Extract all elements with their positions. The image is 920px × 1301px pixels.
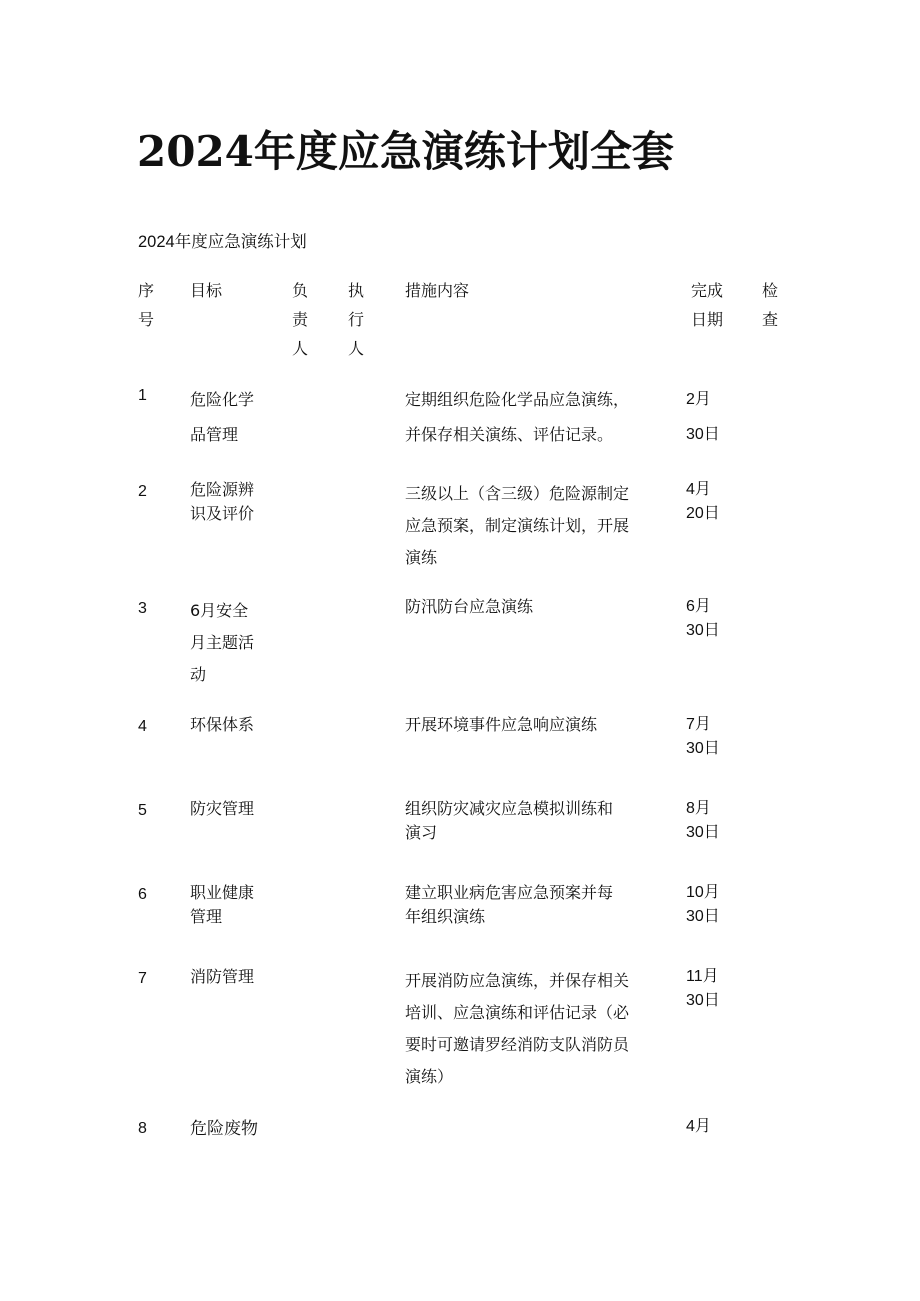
row-3-date: 6月 30日 bbox=[686, 598, 720, 639]
row-8-no: 8 bbox=[138, 1120, 147, 1137]
row-4-measures: 开展环境事件应急响应演练 bbox=[405, 715, 598, 734]
row-4-date: 7月 30日 bbox=[686, 716, 720, 757]
row-2-measures: 三级以上（含三级）危险源制定 应急预案，制定演练计划，开展 演练 bbox=[405, 484, 630, 567]
header-measures: 措施内容 bbox=[405, 281, 470, 300]
header-target: 目标 bbox=[190, 281, 223, 300]
row-3-no: 3 bbox=[138, 600, 147, 617]
row-4-no: 4 bbox=[138, 718, 147, 735]
document-title: 2024年度应急演练计划全套 bbox=[137, 127, 674, 176]
row-3-target: 6月安全 月主题活 动 bbox=[190, 601, 255, 684]
header-seq: 序 号 bbox=[138, 281, 155, 329]
header-owner: 负 责 人 bbox=[292, 281, 309, 358]
row-5-measures: 组织防灾减灾应急模拟训练和 演习 bbox=[405, 799, 614, 842]
row-6-no: 6 bbox=[138, 886, 147, 903]
row-8-target: 危险废物 bbox=[190, 1119, 258, 1139]
row-5-date: 8月 30日 bbox=[686, 800, 720, 841]
row-6-measures: 建立职业病危害应急预案并每 年组织演练 bbox=[405, 883, 614, 926]
row-7-target: 消防管理 bbox=[190, 967, 255, 986]
row-6-target: 职业健康 管理 bbox=[190, 883, 255, 926]
header-executor: 执 行 人 bbox=[348, 281, 365, 358]
plan-subtitle: 2024年度应急演练计划 bbox=[138, 233, 307, 251]
row-1-no: 1 bbox=[138, 387, 147, 404]
row-1-date: 2月 30日 bbox=[686, 391, 720, 443]
row-7-no: 7 bbox=[138, 970, 147, 987]
row-2-no: 2 bbox=[138, 483, 147, 500]
row-1-target: 危险化学 品管理 bbox=[190, 390, 255, 444]
header-date: 完成 日期 bbox=[691, 281, 724, 329]
row-7-measures: 开展消防应急演练，并保存相关 培训、应急演练和评估记录（必 要时可邀请罗经消防支队消防员 演练） bbox=[405, 971, 630, 1086]
row-3-measures: 防汛防台应急演练 bbox=[405, 597, 534, 616]
row-1-measures: 定期组织危险化学品应急演练， 并保存相关演练、评估记录。 bbox=[405, 390, 630, 444]
row-2-target: 危险源辨 识及评价 bbox=[190, 480, 255, 523]
row-6-date: 10月 30日 bbox=[686, 884, 720, 925]
row-2-date: 4月 20日 bbox=[686, 481, 720, 522]
row-8-date: 4月 bbox=[686, 1118, 711, 1135]
row-5-target: 防灾管理 bbox=[190, 799, 255, 818]
header-check: 检 查 bbox=[762, 281, 779, 329]
row-4-target: 环保体系 bbox=[190, 715, 255, 734]
row-7-date: 11月 30日 bbox=[686, 968, 720, 1009]
row-5-no: 5 bbox=[138, 802, 147, 819]
